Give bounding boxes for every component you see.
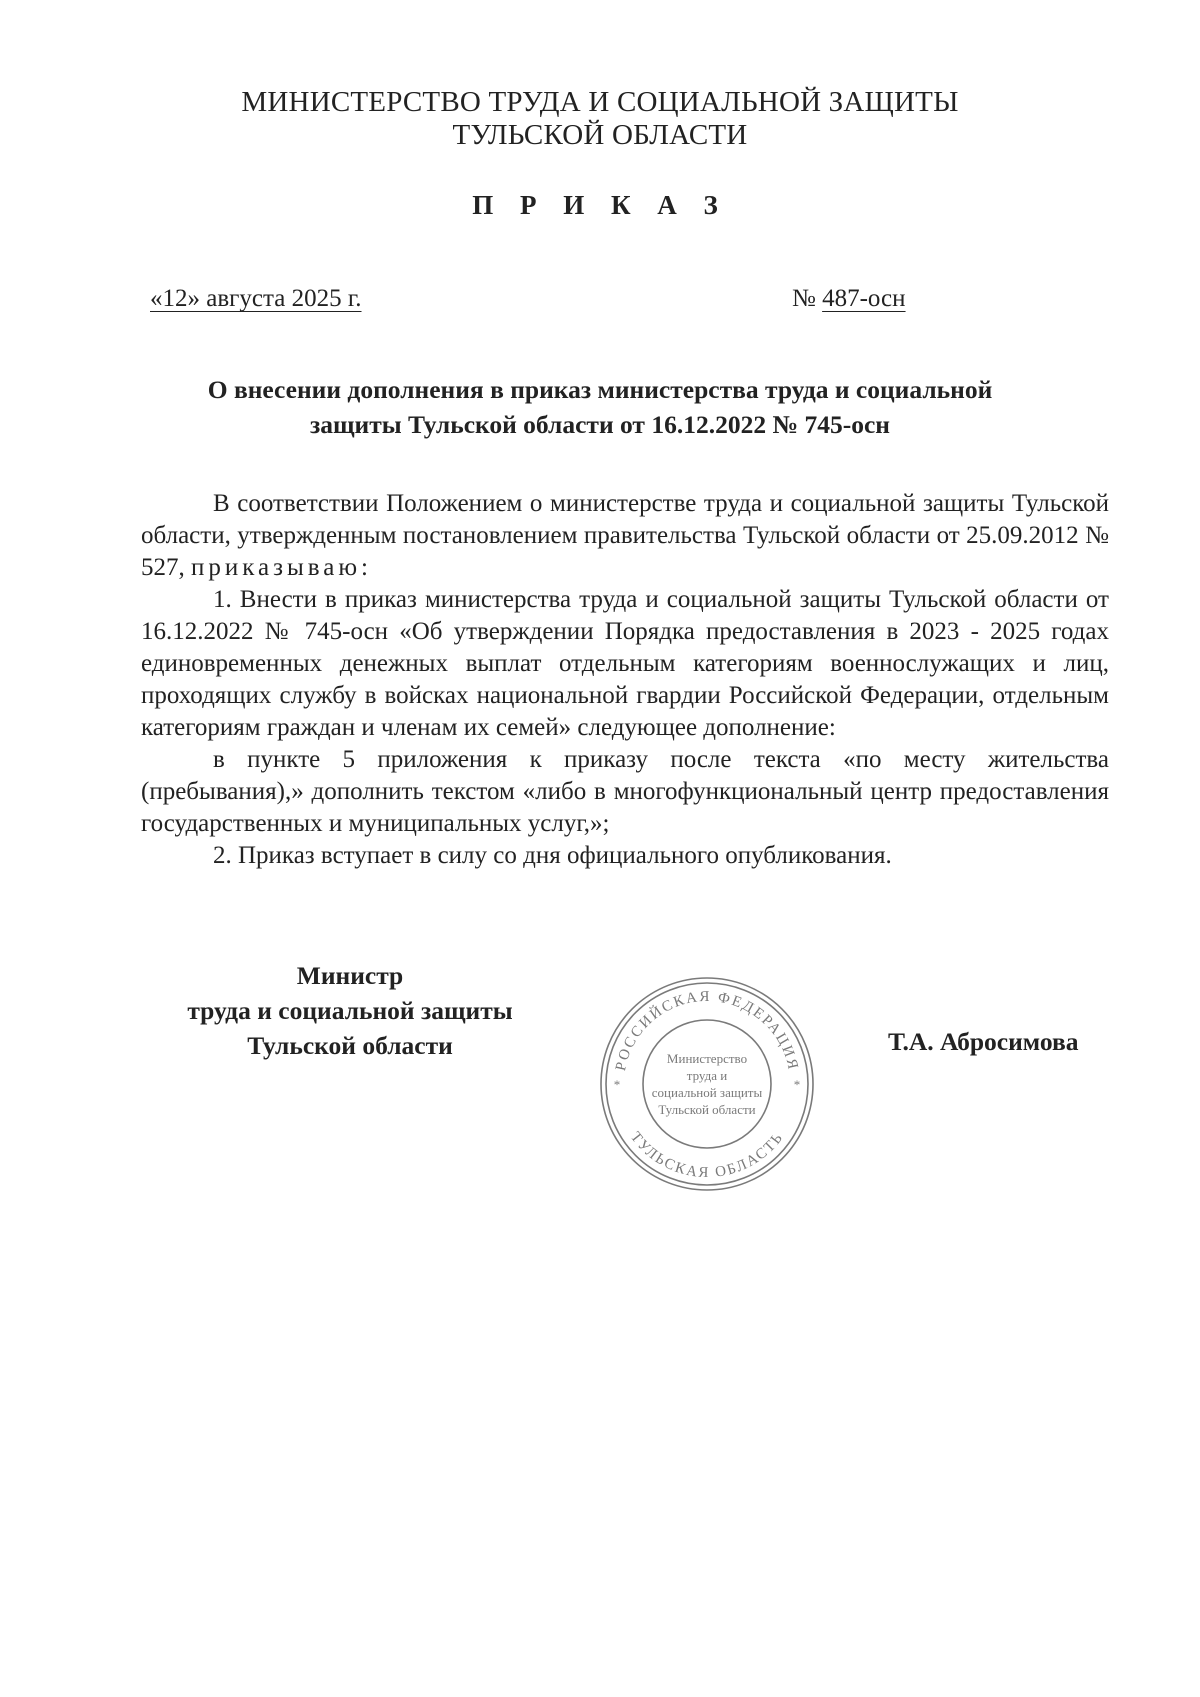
order-subject-line2: защиты Тульской области от 16.12.2022 № 745-осн [310,410,890,439]
item-1-paragraph: 1. Внести в приказ министерства труда и социальной защиты Тульской области от 16.12.2022 № 745-осн «Об утверждении Порядка предоставления в 2023 - 2025 годах единовременных денежных выплат отдельным категориям военнослужащих и лиц, проходящих службу в войсках национальной гвардии Российской Федерации, отдельным категориям граждан и членам их семей» следующее дополнение: [141,586,1109,741]
signer-name: Т.А. Абросимова [888,1027,1079,1056]
seal-outer-top-text: РОССИЙСКАЯ ФЕДЕРАЦИЯ [613,988,801,1073]
order-number-sign: № [792,285,816,312]
ministry-header [0,86,1200,152]
document-type: П Р И К А З [472,190,728,220]
order-body [141,488,1109,872]
seal-star-right-icon: * [793,1077,801,1092]
seal-inner-line1: Министерство [666,1051,748,1066]
seal-inner-ring [643,1020,771,1148]
seal-star-left-icon: * [613,1077,621,1092]
seal-inner-line3: социальной защиты [651,1085,763,1100]
preamble-order-word: приказываю: [191,554,372,581]
signer-title-line2: труда и социальной защиты [187,996,513,1025]
official-seal [596,973,818,1195]
seal-outer-ring [601,978,813,1190]
seal-middle-ring [606,983,808,1185]
signer-title-line1: Министр [296,961,404,990]
order-subject [0,372,1200,442]
order-number-value: 487-осн [822,285,906,312]
order-number [792,285,906,313]
ministry-header-line2: ТУЛЬСКОЙ ОБЛАСТИ [452,119,748,151]
ministry-header-line1: МИНИСТЕРСТВО ТРУДА И СОЦИАЛЬНОЙ ЗАЩИТЫ [241,86,959,118]
order-subject-line1: О внесении дополнения в приказ министерства труда и социальной [207,375,993,404]
item-2-paragraph: 2. Приказ вступает в силу со дня официального опубликования. [213,842,892,869]
seal-inner-line4: Тульской области [658,1102,756,1117]
signer-title [130,958,570,1063]
preamble-text: В соответствии Положением о министерстве труда и социальной защиты Тульской области, утвержденным постановлением правительства Тульской области от 25.09.2012 № 527, [141,490,1109,581]
preamble-paragraph [141,488,1109,584]
seal-inner-line2: труда и [686,1068,728,1083]
order-date: «12» августа 2025 г. [150,285,362,312]
signer-title-line3: Тульской области [247,1031,453,1060]
seal-outer-bottom-text: ТУЛЬСКАЯ ОБЛАСТЬ [626,1129,788,1182]
item-1-amendment-paragraph: в пункте 5 приложения к приказу после текста «по месту жительства (пребывания),» дополнить текстом «либо в многофункциональный центр предоставления государственных и муниципальных услуг,»; [141,746,1109,837]
